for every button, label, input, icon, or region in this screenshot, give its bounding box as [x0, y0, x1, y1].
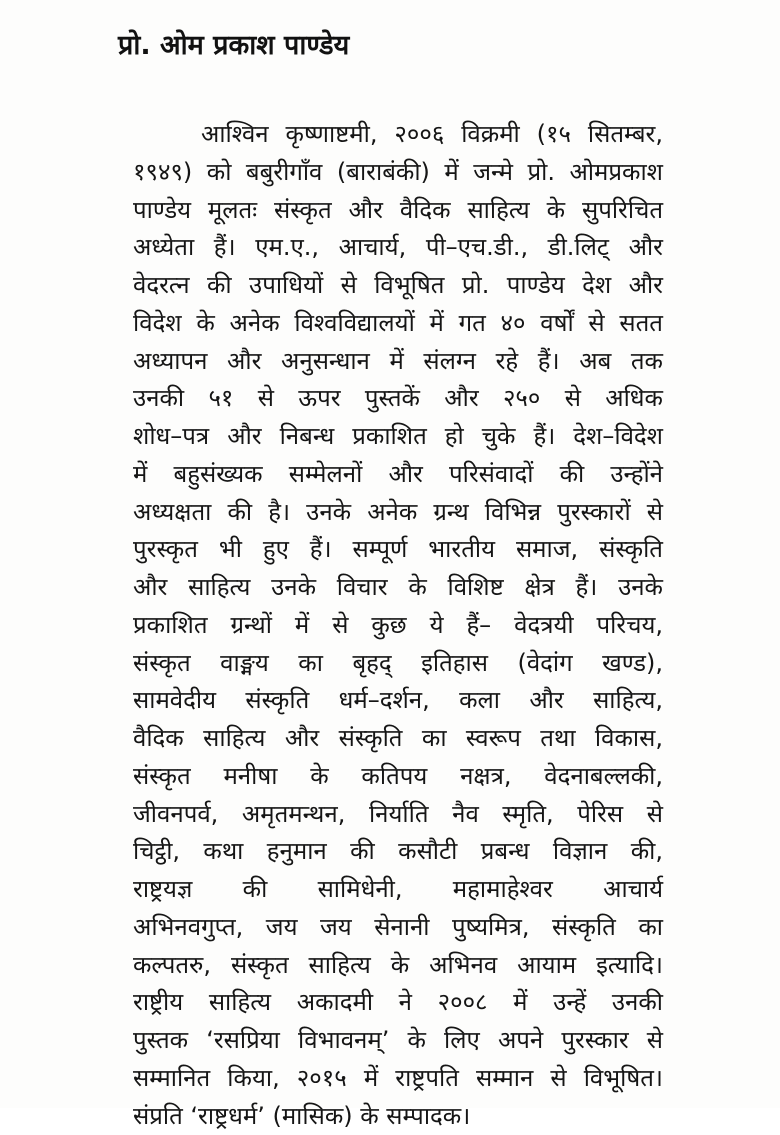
- text-line: आश्विन कृष्णाष्टमी, २००६ विक्रमी (१५ सितम्बर,: [133, 116, 663, 154]
- text-line: अध्यापन और अनुसन्धान में संलग्न रहे हैं। अब तक: [133, 343, 663, 381]
- text-line: सामवेदीय संस्कृति धर्म–दर्शन, कला और साहित्य,: [133, 682, 663, 720]
- text-line: पुस्तक ‘रसप्रिया विभावनम्’ के लिए अपने पुरस्कार से: [133, 1022, 663, 1060]
- text-line: अध्यक्षता की है। उनके अनेक ग्रन्थ विभिन्न पुरस्कारों से: [133, 494, 663, 532]
- text-line: जीवनपर्व, अमृतमन्थन, निर्याति नैव स्मृति, पेरिस से: [133, 796, 663, 834]
- text-line: पुरस्कृत भी हुए हैं। सम्पूर्ण भारतीय समाज, संस्कृति: [133, 531, 663, 569]
- text-line: शोध–पत्र और निबन्ध प्रकाशित हो चुके हैं। देश–विदेश: [133, 418, 663, 456]
- text-line: राष्ट्रयज्ञ की सामिधेनी, महामाहेश्वर आचार्य: [133, 871, 663, 909]
- text-line: सम्मानित किया, २०१५ में राष्ट्रपति सम्मान से विभूषित।: [133, 1060, 663, 1098]
- text-line: संस्कृत मनीषा के कतिपय नक्षत्र, वेदनाबल्लकी,: [133, 758, 663, 796]
- biography-paragraph: [133, 116, 663, 1135]
- text-line: विदेश के अनेक विश्वविद्यालयों में गत ४० वर्षों से सतत: [133, 305, 663, 343]
- text-line: वेदरत्न की उपाधियों से विभूषित प्रो. पाण्डेय देश और: [133, 267, 663, 305]
- text-line: और साहित्य उनके विचार के विशिष्ट क्षेत्र हैं। उनके: [133, 569, 663, 607]
- text-line: अध्येता हैं। एम.ए., आचार्य, पी–एच.डी., डी.लिट् और: [133, 229, 663, 267]
- text-line: संस्कृत वाङ्मय का बृहद् इतिहास (वेदांग खण्ड),: [133, 645, 663, 683]
- text-line: चिट्ठी, कथा हनुमान की कसौटी प्रबन्ध विज्ञान की,: [133, 833, 663, 871]
- text-line: कल्पतरु, संस्कृत साहित्य के अभिनव आयाम इत्यादि।: [133, 947, 663, 985]
- text-line: अभिनवगुप्त, जय जय सेनानी पुष्यमित्र, संस्कृति का: [133, 909, 663, 947]
- text-line: में बहुसंख्यक सम्मेलनों और परिसंवादों की उन्होंने: [133, 456, 663, 494]
- text-line: वैदिक साहित्य और संस्कृति का स्वरूप तथा विकास,: [133, 720, 663, 758]
- text-line: पाण्डेय मूलतः संस्कृत और वैदिक साहित्य के सुपरिचित: [133, 192, 663, 230]
- text-line: प्रकाशित ग्रन्थों में से कुछ ये हैं– वेदत्रयी परिचय,: [133, 607, 663, 645]
- author-title: प्रो. ओम प्रकाश पाण्डेय: [118, 26, 349, 66]
- text-line: संप्रति ‘राष्ट्रधर्म’ (मासिक) के सम्पादक।: [133, 1098, 663, 1135]
- text-line: उनकी ५१ से ऊपर पुस्तकें और २५० से अधिक: [133, 380, 663, 418]
- text-line: १९४९) को बबुरीगाँव (बाराबंकी) में जन्मे प्रो. ओमप्रकाश: [133, 154, 663, 192]
- text-line: राष्ट्रीय साहित्य अकादमी ने २००८ में उन्हें उनकी: [133, 984, 663, 1022]
